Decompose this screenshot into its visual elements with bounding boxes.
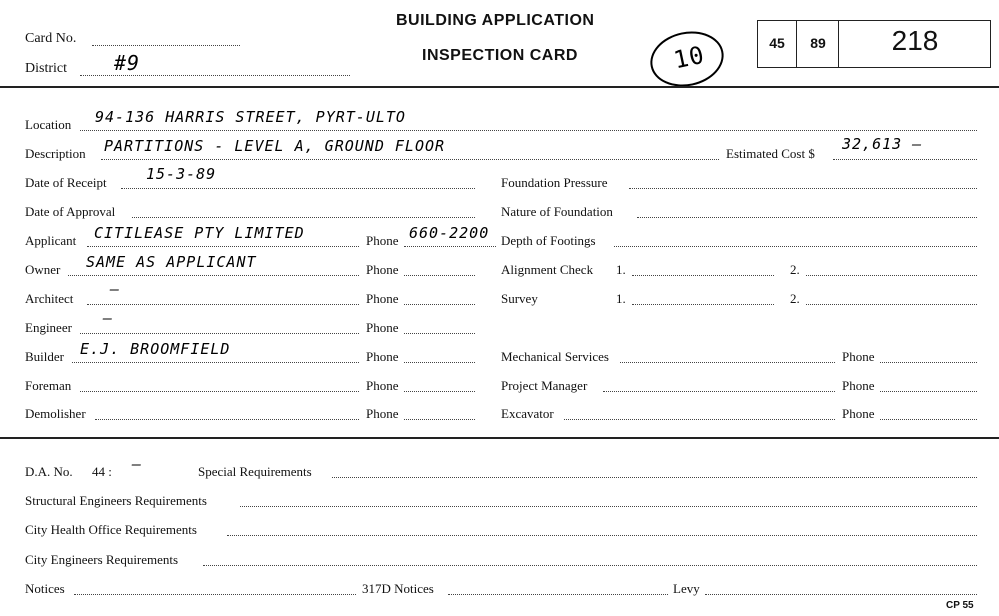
survey-1-label: 1. xyxy=(616,291,626,306)
date-receipt-line[interactable] xyxy=(121,188,475,189)
notices-label: Notices xyxy=(25,581,65,596)
alignment-1-label: 1. xyxy=(616,262,626,277)
mechanical-phone-line[interactable] xyxy=(880,362,977,363)
nature-foundation-line[interactable] xyxy=(637,217,977,218)
survey-1-line[interactable] xyxy=(632,304,774,305)
structural-engineers-line[interactable] xyxy=(240,506,977,507)
demolisher-label: Demolisher xyxy=(25,406,86,421)
structural-engineers-label: Structural Engineers Requirements xyxy=(25,493,207,508)
estimated-cost-line[interactable] xyxy=(833,159,977,160)
excavator-label: Excavator xyxy=(501,406,554,421)
da-no-prefix: 44 : xyxy=(92,464,112,479)
owner-phone-line[interactable] xyxy=(404,275,475,276)
builder-value: E.J. BROOMFIELD xyxy=(80,340,231,358)
foundation-pressure-label: Foundation Pressure xyxy=(501,175,608,190)
estimated-cost-label: Estimated Cost $ xyxy=(726,146,815,161)
project-manager-line[interactable] xyxy=(603,391,835,392)
foreman-phone-label: Phone xyxy=(366,378,399,393)
owner-value: SAME AS APPLICANT xyxy=(86,253,257,271)
applicant-phone-line[interactable] xyxy=(404,246,496,247)
excavator-line[interactable] xyxy=(564,419,835,420)
survey-2-label: 2. xyxy=(790,291,800,306)
levy-label: Levy xyxy=(673,581,700,596)
demolisher-phone-line[interactable] xyxy=(404,419,475,420)
form-code: CP 55 xyxy=(946,600,974,611)
circled-mark-text: 10 xyxy=(671,40,708,75)
city-health-line[interactable] xyxy=(227,535,977,536)
applicant-phone-label: Phone xyxy=(366,233,399,248)
notices-line[interactable] xyxy=(74,594,356,595)
levy-line[interactable] xyxy=(705,594,977,595)
circled-mark xyxy=(645,25,729,93)
district-value: #9 xyxy=(114,51,141,75)
location-label: Location xyxy=(25,117,72,132)
mechanical-services-line[interactable] xyxy=(620,362,835,363)
date-approval-line[interactable] xyxy=(132,217,475,218)
architect-phone-line[interactable] xyxy=(404,304,475,305)
depth-footings-line[interactable] xyxy=(614,246,977,247)
engineer-phone-line[interactable] xyxy=(404,333,475,334)
survey-label: Survey xyxy=(501,291,538,306)
date-approval-label: Date of Approval xyxy=(25,204,116,219)
city-engineers-line[interactable] xyxy=(203,565,977,566)
architect-line[interactable] xyxy=(87,304,359,305)
excavator-phone-label: Phone xyxy=(842,406,875,421)
alignment-1-line[interactable] xyxy=(632,275,774,276)
alignment-check-label: Alignment Check xyxy=(501,262,594,277)
project-manager-phone-line[interactable] xyxy=(880,391,977,392)
owner-phone-label: Phone xyxy=(366,262,399,277)
district-line[interactable] xyxy=(80,75,350,76)
project-manager-phone-label: Phone xyxy=(842,378,875,393)
alignment-2-line[interactable] xyxy=(806,275,977,276)
description-label: Description xyxy=(25,146,86,161)
notices-317d-label: 317D Notices xyxy=(362,581,434,596)
form-title-line2: INSPECTION CARD xyxy=(422,47,578,64)
alignment-2-label: 2. xyxy=(790,262,800,277)
da-no-value: — xyxy=(132,455,143,473)
applicant-label: Applicant xyxy=(25,233,77,248)
foreman-phone-line[interactable] xyxy=(404,391,475,392)
architect-value: — xyxy=(110,280,121,298)
demolisher-line[interactable] xyxy=(95,419,359,420)
owner-label: Owner xyxy=(25,262,61,277)
city-health-label: City Health Office Requirements xyxy=(25,522,197,537)
header-divider xyxy=(0,86,999,88)
foreman-line[interactable] xyxy=(80,391,359,392)
card-code-box xyxy=(757,20,991,68)
location-value: 94-136 HARRIS STREET, PYRT-ULTO xyxy=(95,108,406,126)
architect-label: Architect xyxy=(25,291,74,306)
nature-foundation-label: Nature of Foundation xyxy=(501,204,613,219)
depth-footings-label: Depth of Footings xyxy=(501,233,596,248)
special-requirements-label: Special Requirements xyxy=(198,464,312,479)
architect-phone-label: Phone xyxy=(366,291,399,306)
builder-phone-line[interactable] xyxy=(404,362,475,363)
city-engineers-label: City Engineers Requirements xyxy=(25,552,179,567)
estimated-cost-value: 32,613 — xyxy=(842,135,923,153)
code-cell-3: 218 xyxy=(891,25,939,56)
demolisher-phone-label: Phone xyxy=(366,406,399,421)
da-no-label: D.A. No. xyxy=(25,464,73,479)
card-no-line[interactable] xyxy=(92,45,240,46)
location-line[interactable] xyxy=(80,130,977,131)
applicant-value: CITILEASE PTY LIMITED xyxy=(94,224,305,242)
builder-phone-label: Phone xyxy=(366,349,399,364)
date-receipt-label: Date of Receipt xyxy=(25,175,107,190)
applicant-line[interactable] xyxy=(87,246,359,247)
builder-line[interactable] xyxy=(72,362,359,363)
district-label: District xyxy=(25,61,67,76)
engineer-label: Engineer xyxy=(25,320,72,335)
description-value: PARTITIONS - LEVEL A, GROUND FLOOR xyxy=(104,137,446,155)
form-title-line1: BUILDING APPLICATION xyxy=(396,12,595,29)
fields-divider xyxy=(0,437,999,439)
foundation-pressure-line[interactable] xyxy=(629,188,977,189)
applicant-phone-value: 660-2200 xyxy=(409,224,490,242)
mechanical-phone-label: Phone xyxy=(842,349,875,364)
description-line[interactable] xyxy=(101,159,719,160)
engineer-value: — xyxy=(103,309,114,327)
engineer-phone-label: Phone xyxy=(366,320,399,335)
foreman-label: Foreman xyxy=(25,378,72,393)
code-cell-1: 45 xyxy=(769,35,785,51)
date-receipt-value: 15-3-89 xyxy=(146,165,217,183)
project-manager-label: Project Manager xyxy=(501,378,588,393)
code-cell-2: 89 xyxy=(810,35,826,51)
owner-line[interactable] xyxy=(68,275,359,276)
engineer-line[interactable] xyxy=(80,333,359,334)
excavator-phone-line[interactable] xyxy=(880,419,977,420)
notices-317d-line[interactable] xyxy=(448,594,668,595)
builder-label: Builder xyxy=(25,349,64,364)
survey-2-line[interactable] xyxy=(806,304,977,305)
special-requirements-line[interactable] xyxy=(332,477,977,478)
mechanical-services-label: Mechanical Services xyxy=(501,349,609,364)
card-no-label: Card No. xyxy=(25,31,77,46)
